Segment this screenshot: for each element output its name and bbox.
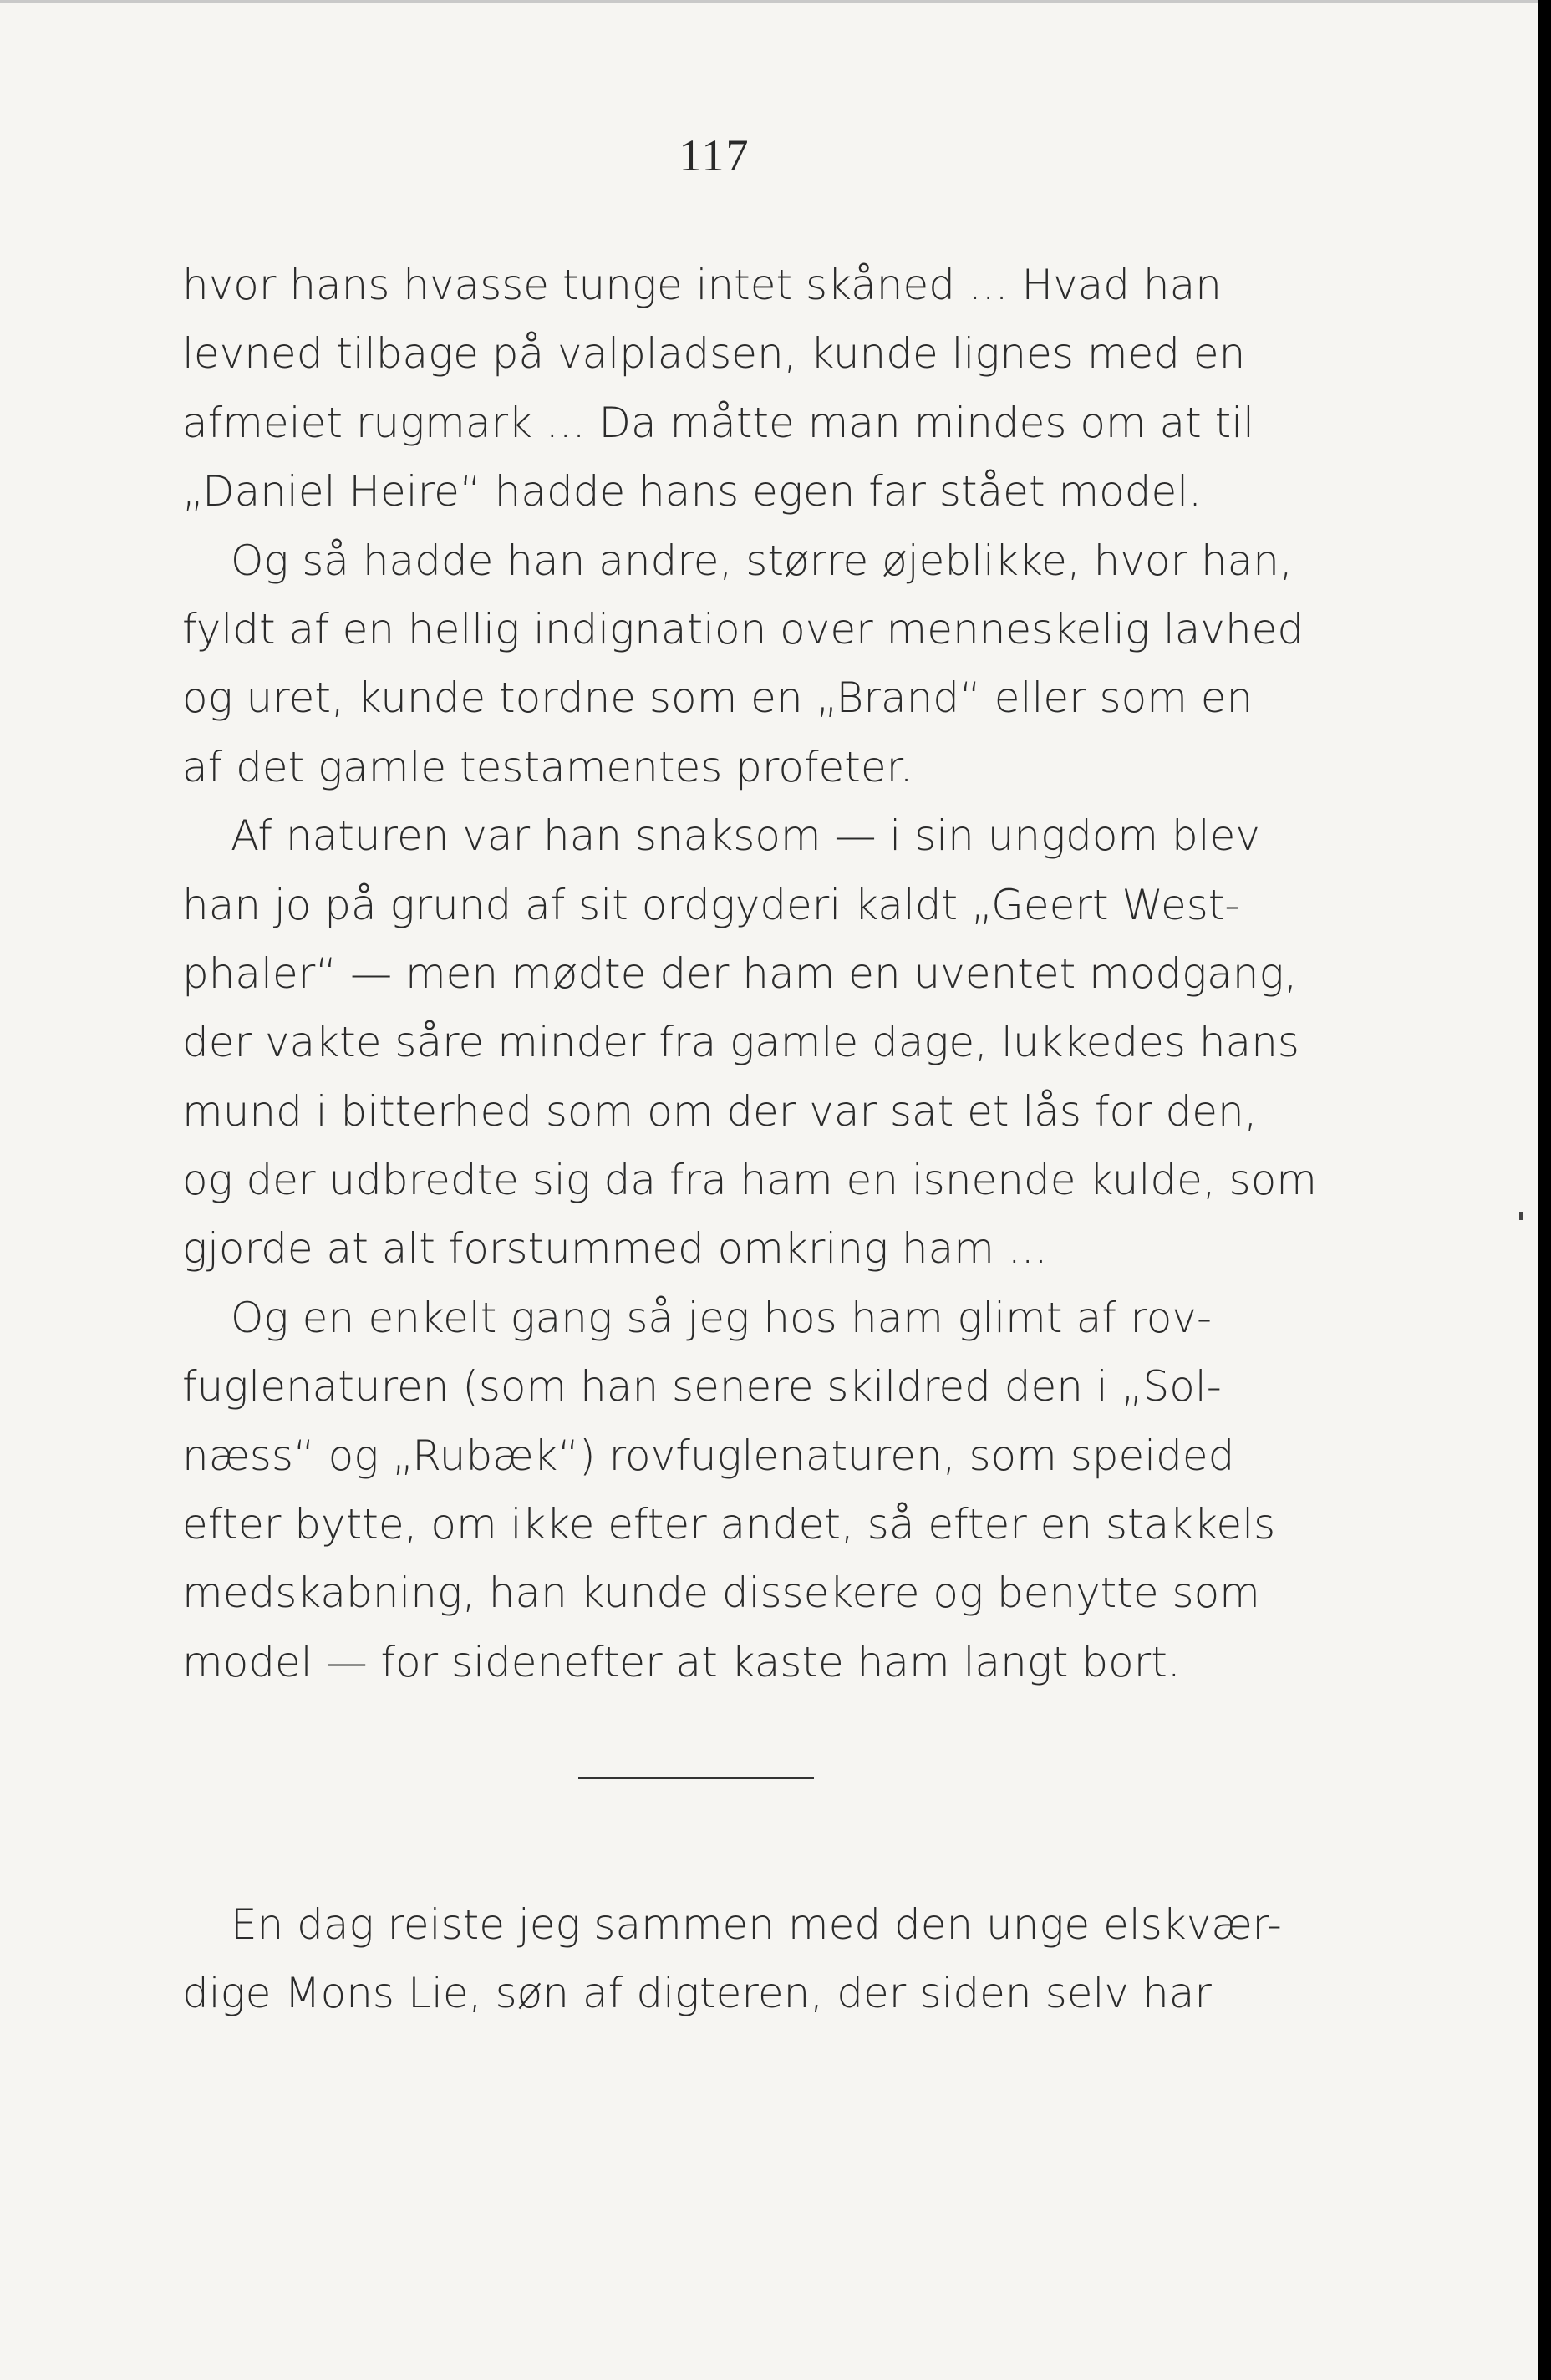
text-line: mund i bitterhed som om der var sat et lås for den, (182, 1086, 1258, 1136)
text-line: efter bytte, om ikke efter andet, så efter en stakkels (182, 1500, 1276, 1549)
text-line: medskabning, han kunde dissekere og benytte som (182, 1569, 1260, 1618)
main-text (182, 251, 1318, 1696)
text-line: afmeiet rugmark ... Da måtte man mindes om at til (182, 398, 1255, 447)
section-divider (578, 1777, 814, 1779)
text-line: og uret, kunde tordne som en „Brand“ eller som en (182, 674, 1254, 723)
text-line: næss“ og „Rubæk“) rovfuglenaturen, som speided (182, 1431, 1235, 1480)
text-line: gjorde at alt forstummed omkring ham ... (182, 1224, 1048, 1274)
text-line: fyldt af en hellig indignation over menneskelig lavhed (182, 604, 1304, 653)
text-line: hvor hans hvasse tunge intet skåned ... Hvad han (182, 261, 1222, 309)
text-line: phaler“ — men mødte der ham en uventet modgang, (182, 948, 1298, 998)
text-line: „Daniel Heire“ hadde hans egen far stået model. (182, 467, 1203, 516)
text-line: af det gamle testamentes profeter. (182, 742, 913, 791)
text-line: dige Mons Lie, søn af digteren, der siden selv har (182, 1969, 1212, 2018)
text-line: Og så hadde han andre, større øjeblikke, hvor han, (231, 536, 1293, 585)
text-line: fuglenaturen (som han senere skildred den i „Sol- (182, 1362, 1222, 1411)
next-section-text (182, 1890, 1282, 2028)
text-line: En dag reiste jeg sammen med den unge elskvær- (231, 1900, 1282, 1949)
text-line: Af naturen var han snaksom — i sin ungdom blev (231, 811, 1261, 861)
text-line: Og en enkelt gang så jeg hos ham glimt af rov- (231, 1293, 1212, 1342)
text-line: der vakte såre minder fra gamle dage, lukkedes hans (182, 1018, 1299, 1067)
text-line: han jo på grund af sit ordgyderi kaldt „Geert West- (182, 880, 1240, 929)
text-line: og der udbredte sig da fra ham en isnende kulde, som (182, 1156, 1318, 1205)
page-number: 117 (679, 130, 750, 181)
text-line: levned tilbage på valpladsen, kunde lignes med en (182, 329, 1246, 379)
text-line: model — for sidenefter at kaste ham langt bort. (182, 1637, 1181, 1686)
scan-edge-mark (1519, 1212, 1523, 1220)
